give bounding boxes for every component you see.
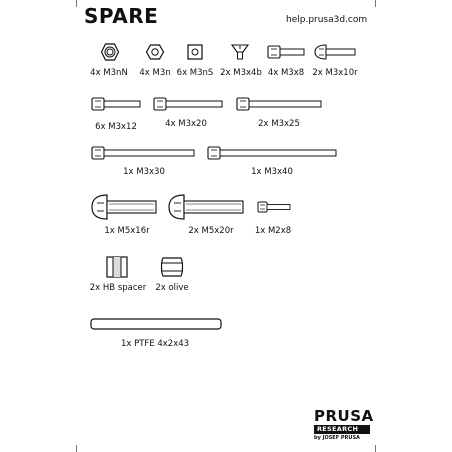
prusa-research-logo bbox=[314, 407, 374, 445]
square-nut-icon bbox=[187, 44, 203, 60]
button-screw-icon bbox=[91, 194, 157, 220]
logo-bar: RESEARCH bbox=[314, 425, 370, 434]
socket-screw-icon bbox=[153, 97, 223, 111]
socket-screw-icon bbox=[91, 146, 195, 160]
part-label: 6x M3x12 bbox=[95, 122, 137, 132]
part-label: 2x M3x25 bbox=[258, 119, 300, 129]
nylock-nut-icon bbox=[101, 43, 119, 61]
part-label: 1x M3x30 bbox=[123, 167, 165, 177]
part-label: 4x M3nN bbox=[90, 68, 128, 78]
socket-screw-icon bbox=[207, 146, 337, 160]
part-label: 4x M3x8 bbox=[267, 68, 305, 78]
socket-screw-icon bbox=[267, 45, 305, 59]
part-label: 2x olive bbox=[155, 283, 189, 293]
button-screw-icon bbox=[168, 194, 244, 220]
logo-brand: PRUSA bbox=[314, 407, 374, 425]
olive-icon bbox=[160, 256, 184, 278]
part-label: 1x M5x16r bbox=[104, 226, 150, 236]
crop-mark bbox=[76, 0, 77, 7]
spacer-icon bbox=[106, 256, 128, 278]
hex-nut-icon bbox=[146, 44, 164, 60]
part-label: 6x M3nS bbox=[176, 68, 214, 78]
socket-screw-icon bbox=[91, 97, 141, 111]
part-label: 1x M2x8 bbox=[254, 226, 292, 236]
part-label: 4x M3x20 bbox=[165, 119, 207, 129]
part-label: 2x HB spacer bbox=[89, 283, 147, 293]
logo-sub: by JOSEF PRUSA bbox=[314, 435, 360, 441]
ptfe-tube-icon bbox=[90, 318, 222, 330]
part-label: 4x M3n bbox=[139, 68, 171, 78]
part-label: 2x M3x4b bbox=[220, 68, 262, 78]
socket-screw-icon bbox=[257, 201, 291, 213]
crop-mark bbox=[375, 0, 376, 7]
countersunk-screw-icon bbox=[231, 44, 249, 60]
page-title: SPARE bbox=[84, 4, 159, 28]
crop-mark bbox=[375, 445, 376, 452]
part-label: 1x M3x40 bbox=[251, 167, 293, 177]
socket-screw-icon bbox=[236, 97, 322, 111]
button-screw-icon bbox=[314, 44, 356, 60]
part-label: 2x M5x20r bbox=[188, 226, 234, 236]
part-label: 2x M3x10r bbox=[312, 68, 358, 78]
help-url: help.prusa3d.com bbox=[286, 15, 368, 25]
part-label: 1x PTFE 4x2x43 bbox=[120, 339, 190, 349]
crop-mark bbox=[76, 445, 77, 452]
